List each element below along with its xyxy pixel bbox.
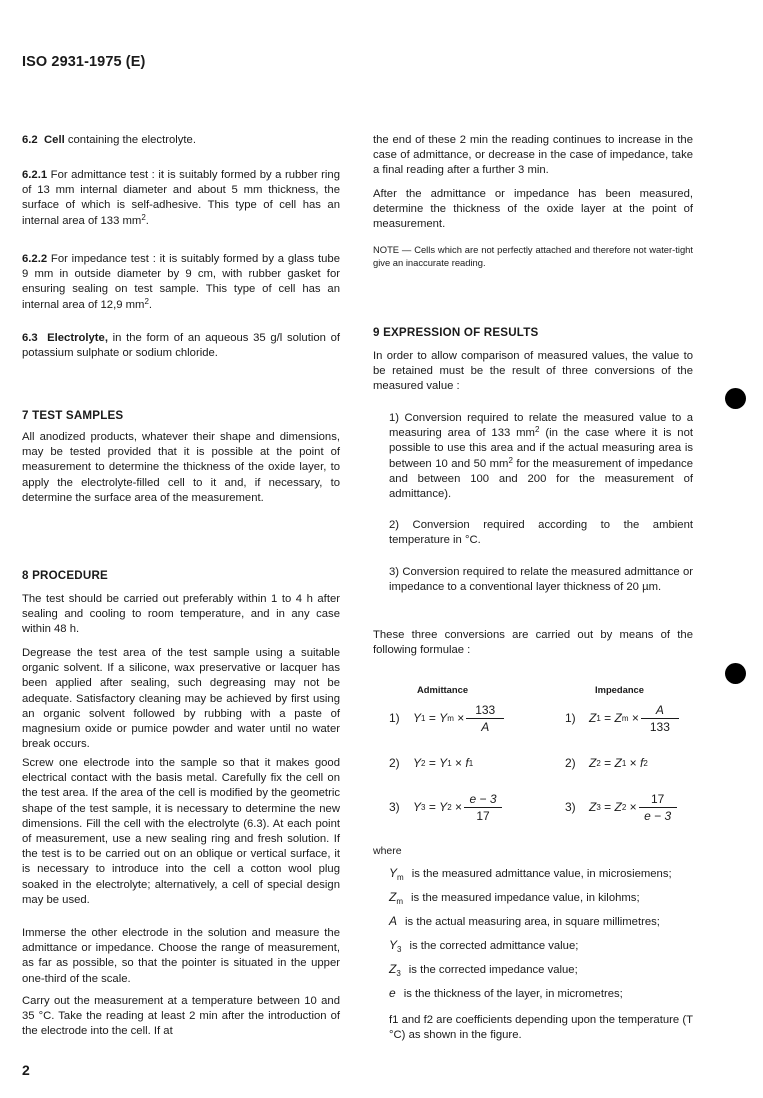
symbol: f: [640, 756, 644, 770]
definition: is the actual measuring area, in square millimetres;: [405, 916, 660, 928]
subscript: 1: [621, 759, 627, 768]
symbol: Y: [389, 938, 398, 952]
definition: is the thickness of the layer, in micrometres;: [403, 988, 623, 1000]
item-text: for the measurement of impedance and between 100 and 200 for the measurement of admittance).: [389, 457, 693, 501]
conversion-item-3: [373, 565, 693, 595]
section-text: For impedance test : it is suitably formed by a glass tube 9 mm in outside diameter by 9 cm, with rubber gasket for ensuring sealing on test sample. This type of cell has an internal area of 12,9 mm: [22, 253, 340, 311]
section-text: For admittance test : it is suitably formed by a rubber ring of 13 mm internal diameter and about 5 mm thickness, the surface of which is self-adhesive. This type of cell has an internal area of 133 mm: [22, 169, 340, 227]
subscript: 3: [397, 945, 402, 954]
section-6-2-1: [22, 168, 340, 229]
section-6-3: [22, 331, 340, 361]
symbol: Y: [439, 710, 448, 725]
symbol: Z: [389, 962, 397, 976]
section-number: 6.3: [22, 332, 38, 344]
conversion-item-2: [373, 518, 693, 548]
section-6-2-2: [22, 252, 340, 313]
section-number: 6.2: [22, 134, 38, 146]
denominator: 133: [649, 720, 670, 734]
formula-number: 1): [565, 710, 576, 725]
paragraph: The test should be carried out preferably within 1 to 4 h after sealing and cooling to room temperature, and in any case within 48 h.: [22, 593, 340, 636]
section-number: 6.2.2: [22, 253, 48, 265]
fraction: [466, 703, 504, 734]
subscript: 2: [447, 802, 452, 812]
where-item: [389, 866, 703, 890]
denominator: e − 3: [644, 809, 672, 823]
fraction: [641, 703, 679, 734]
definition: is the measured impedance value, in kilohms;: [411, 892, 640, 904]
numerator: 133: [466, 703, 504, 719]
heading-expression-of-results: 9 EXPRESSION OF RESULTS: [373, 326, 539, 339]
note-text: NOTE — Cells which are not perfectly attached and therefore not water-tight give an inaccurate reading.: [373, 244, 693, 268]
section-title: Cell: [44, 134, 65, 146]
paragraph: Screw one electrode into the sample so that it makes good electrical contact with the basis metal. Carefully fix the cell on the test area. If the area of the cell is modified by the geometric shape of the test sample, it is necessary to determine the new dimensions. Fill the cell with the electrolyte (6.3). At each point of measurement, use a new sealing ring and fresh solution. If the test is to be carried out on an oblique or vertical surface, it is necessary to introduce into the cell a cotton wool plug soaked in the electrolyte; alternatively, a cell of special design may be used.: [22, 757, 340, 906]
section-text: in the form of an aqueous 35 g/l solution of potassium sulphate or sodium chloride.: [22, 332, 341, 360]
times-sign: ×: [457, 710, 465, 725]
page-number: 2: [22, 1062, 30, 1078]
symbol: Z: [389, 890, 397, 904]
procedure-p1: [22, 592, 340, 638]
where-item: [389, 962, 703, 986]
formula-admittance-3: [389, 792, 502, 823]
where-label: where: [373, 845, 402, 857]
paragraph: In order to allow comparison of measured values, the value to be retained must be the result of three conversions of the measured value :: [373, 350, 693, 393]
where-item: [389, 890, 703, 914]
paragraph: These three conversions are carried out by means of the following formulae :: [373, 629, 693, 657]
right-p1: [373, 133, 693, 179]
symbol: Z: [589, 799, 597, 814]
heading-procedure: 8 PROCEDURE: [22, 569, 108, 582]
numerator: 17: [639, 792, 677, 808]
subscript: m: [396, 897, 404, 906]
symbol: Z: [589, 710, 597, 725]
procedure-p4: [22, 926, 340, 987]
subscript: m: [397, 873, 404, 882]
times-sign: ×: [454, 756, 462, 770]
times-sign: ×: [631, 710, 639, 725]
formula-number: 1): [389, 710, 400, 725]
impedance-heading: Impedance: [595, 684, 644, 695]
subscript: 1: [421, 713, 426, 723]
formula-number: 3): [565, 799, 576, 814]
subscript: 3: [596, 802, 601, 812]
times-sign: ×: [629, 756, 637, 770]
conversion-item-1: [373, 411, 693, 502]
times-sign: ×: [454, 799, 462, 814]
subscript: 3: [396, 969, 401, 978]
definition: is the corrected admittance value;: [409, 940, 579, 952]
paragraph: All anodized products, whatever their shape and dimensions, may be tested provided that it is possible at the point of measurement to determine the thickness of the oxide layer, to apply the electrolyte-filled cell to it and, if necessary, to determine the surface area of the measurement.: [22, 431, 340, 504]
symbol: A: [389, 914, 398, 928]
procedure-p2: [22, 646, 340, 752]
formula-number: 2): [565, 756, 576, 770]
subscript: m: [621, 713, 629, 723]
item-text: 3) Conversion required to relate the measured admittance or impedance to a conventional layer thickness of 20 µm.: [389, 566, 693, 594]
coefficients-text: [389, 1013, 693, 1043]
superscript: 2: [508, 455, 513, 465]
subscript: 2: [643, 759, 648, 768]
where-list: [373, 866, 703, 1010]
where-item: [389, 914, 703, 938]
subscript: 2: [596, 759, 601, 768]
formula-admittance-2: [389, 756, 473, 771]
symbol: Z: [614, 710, 622, 725]
punch-hole-icon: [725, 388, 746, 409]
equals-sign: =: [604, 710, 612, 725]
subscript: 2: [621, 802, 627, 812]
equals-sign: =: [428, 799, 436, 814]
formula-impedance-2: [565, 756, 648, 771]
section-title: Electrolyte,: [47, 332, 108, 344]
symbol: e: [389, 986, 396, 1000]
paragraph: Immerse the other electrode in the solution and measure the admittance or impedance. Choose the range of measurement, as far as possible, so that the pointer is situated in the upper one-third of the scale.: [22, 927, 340, 985]
symbol: Z: [614, 756, 622, 770]
paragraph: Degrease the test area of the test sample using a suitable organic solvent. If a silicone, wax preservative or lacquer has been applied after sealing, such degreasing may not be adequate. Satisfactory cleaning may be achieved by first using an organic solvent followed by rubbing with a paste of magnesium oxide or pumice powder and water until no water break occurs.: [22, 647, 340, 751]
paragraph: f1 and f2 are coefficients depending upon the temperature (T °C) as shown in the figure.: [389, 1014, 693, 1042]
symbol: Y: [439, 756, 448, 770]
symbol: Y: [413, 799, 422, 814]
superscript: 2: [144, 296, 149, 306]
subscript: 1: [468, 759, 474, 768]
formulae-intro: [373, 628, 693, 658]
formula-number: 3): [389, 799, 400, 814]
superscript: 2: [141, 212, 146, 222]
paragraph: After the admittance or impedance has been measured, determine the thickness of the oxide layer at the point of measurement.: [373, 188, 693, 231]
fraction: [639, 792, 677, 823]
formula-number: 2): [389, 756, 400, 770]
symbol: Z: [614, 799, 622, 814]
symbol: f: [465, 756, 469, 770]
superscript: 2: [534, 425, 540, 435]
symbol: Y: [413, 756, 422, 770]
definition: is the corrected impedance value;: [408, 964, 578, 976]
punctuation: .: [148, 298, 153, 311]
numerator: A: [641, 703, 679, 719]
numerator: e − 3: [464, 792, 502, 808]
subscript: 2: [421, 759, 426, 768]
where-item: [389, 986, 703, 1010]
symbol: Y: [413, 710, 422, 725]
punch-hole-icon: [725, 663, 746, 684]
denominator: 17: [476, 809, 490, 823]
equals-sign: =: [604, 756, 612, 770]
symbol: Y: [439, 799, 448, 814]
paragraph: Carry out the measurement at a temperature between 10 and 35 °C. Take the reading at least 2 min after the introduction of the electrode into the cell. If at: [22, 995, 340, 1038]
section-6-2: [22, 133, 340, 148]
test-samples-text: [22, 430, 340, 506]
paragraph: the end of these 2 min the reading continues to increase in the case of admittance, or decrease in the case of impedance, take a final reading after a further 3 min.: [373, 134, 693, 177]
formula-impedance-1: [565, 703, 679, 734]
item-text: 2) Conversion required according to the ambient temperature in °C.: [389, 519, 693, 547]
note: [373, 243, 693, 269]
equals-sign: =: [428, 756, 436, 770]
symbol: Z: [589, 756, 597, 770]
punctuation: .: [145, 214, 149, 227]
admittance-heading: Admittance: [417, 684, 469, 695]
fraction: [464, 792, 502, 823]
subscript: 1: [596, 713, 601, 723]
procedure-p3: [22, 756, 340, 908]
definition: is the measured admittance value, in microsiemens;: [411, 868, 672, 880]
item-text: (in the case where it is not possible to use this area and if the actual measuring area is between 10 and 50 mm: [389, 427, 694, 470]
section-number: 6.2.1: [22, 169, 48, 181]
formula-admittance-1: [389, 703, 504, 734]
equals-sign: =: [604, 799, 612, 814]
subscript: 3: [421, 802, 426, 812]
denominator: A: [481, 720, 490, 734]
where-item: [389, 938, 703, 962]
item-text: 1) Conversion required to relate the measured value to a measuring area of 133 mm: [389, 412, 693, 440]
formula-impedance-3: [565, 792, 677, 823]
equals-sign: =: [428, 710, 436, 725]
section-text: containing the electrolyte.: [64, 134, 196, 146]
procedure-p5: [22, 994, 340, 1040]
results-intro: [373, 349, 693, 395]
subscript: 1: [447, 759, 452, 768]
subscript: m: [447, 713, 454, 723]
right-p2: [373, 187, 693, 233]
heading-test-samples: 7 TEST SAMPLES: [22, 409, 124, 422]
symbol: Y: [389, 866, 398, 880]
times-sign: ×: [629, 799, 637, 814]
document-header: ISO 2931-1975 (E): [22, 54, 146, 70]
